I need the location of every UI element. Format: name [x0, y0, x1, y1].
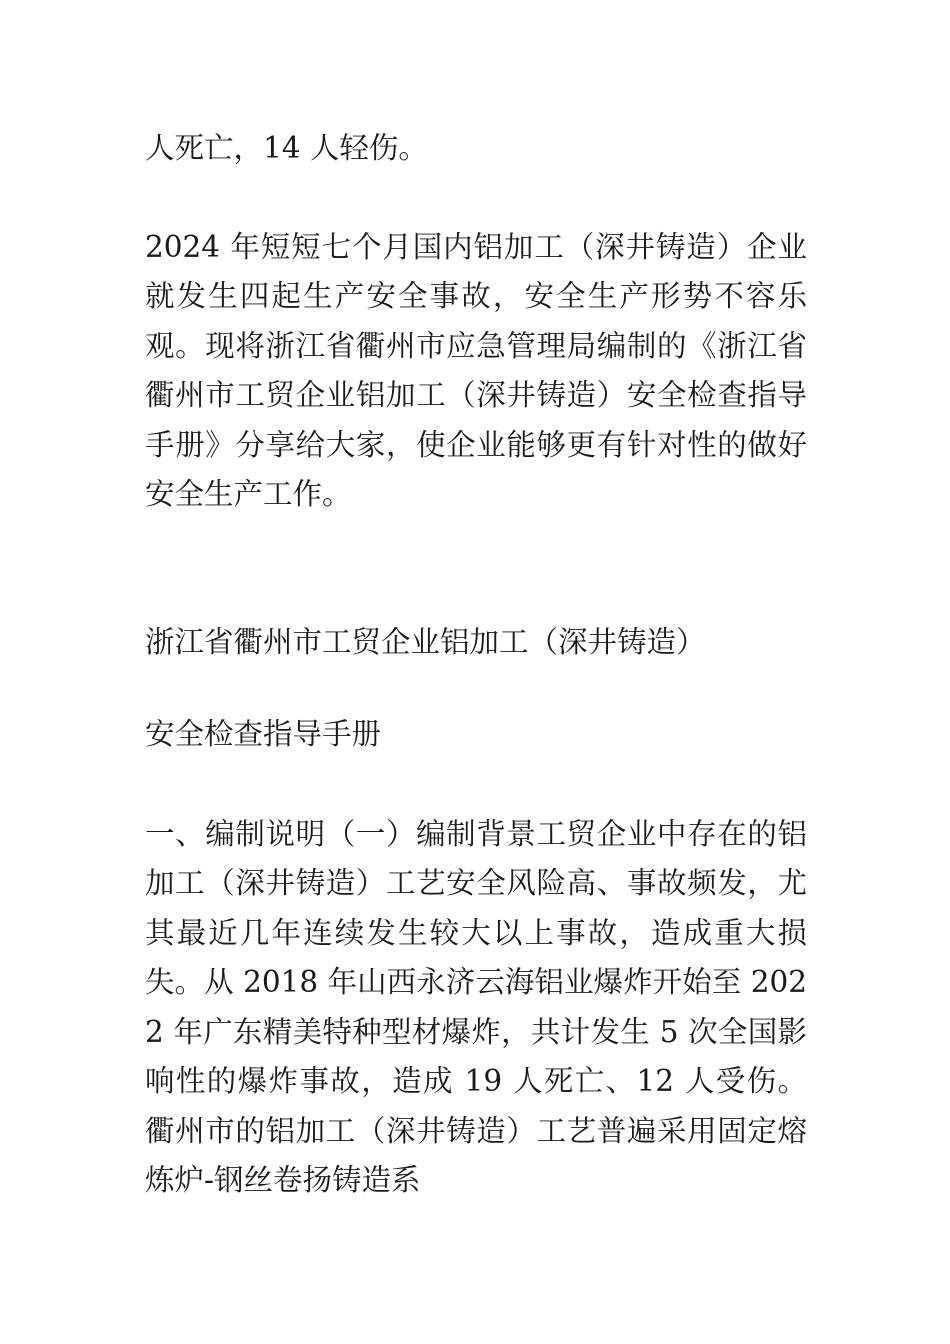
paragraph-casualties: 人死亡，14 人轻伤。: [145, 131, 428, 165]
manual-title-line-1: 浙江省衢州市工贸企业铝加工（深井铸造）: [145, 624, 706, 659]
paragraph-compilation-notes: 一、编制说明（一）编制背景工贸企业中存在的铝加工（深井铸造）工艺安全风险高、事故频发，尤其最近几年连续发生较大以上事故，造成重大损失。从 2018 年山西永济云海铝业爆炸开始至 2022 年广东精美特种型材爆炸，共计发生 5 次全国影响性的爆炸事故，造成 19 人死亡、12 人受伤。衢州市的铝加工（深井铸造）工艺普遍采用固定熔炼炉-钢丝卷扬铸造系: [145, 816, 807, 1197]
document-page: [145, 124, 807, 1206]
paragraph-intro: 2024 年短短七个月国内铝加工（深井铸造）企业就发生四起生产安全事故，安全生产形势不容乐观。现将浙江省衢州市应急管理局编制的《浙江省衢州市工贸企业铝加工（深井铸造）安全检查指导手册》分享给大家，使企业能够更有针对性的做好安全生产工作。: [145, 229, 807, 511]
manual-title-line-2: 安全检查指导手册: [145, 717, 382, 751]
